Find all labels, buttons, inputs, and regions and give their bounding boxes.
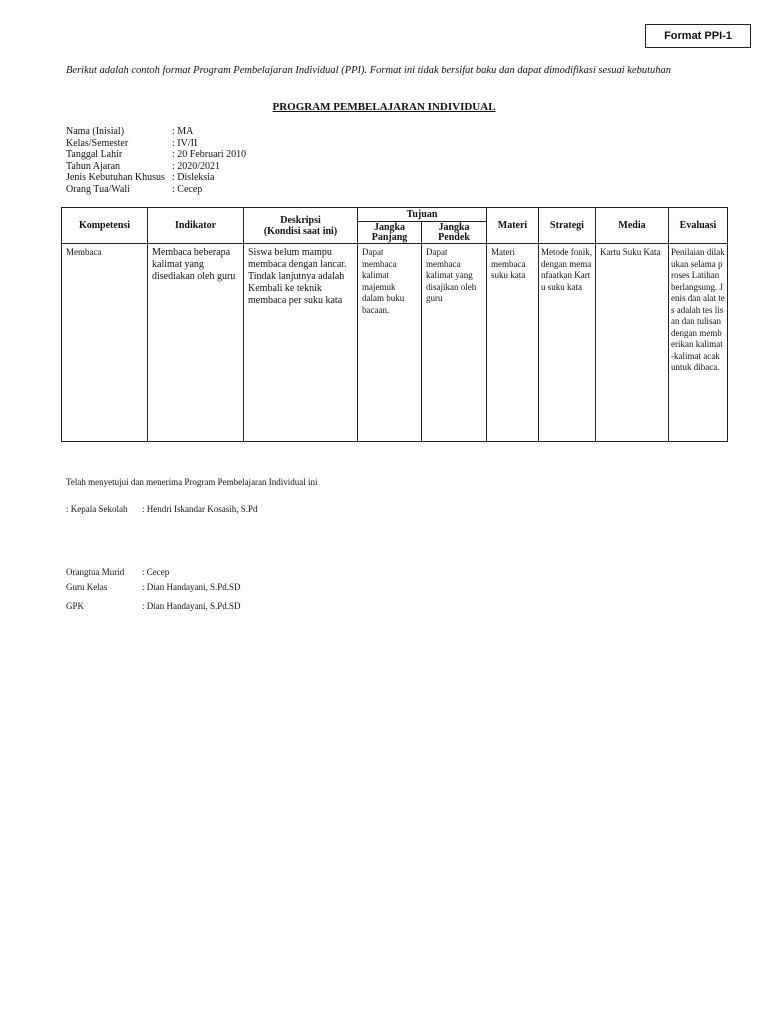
cell-media: Kartu Suku Kata [596, 244, 669, 442]
header-indikator: Indikator [148, 208, 244, 244]
header-materi: Materi [487, 208, 539, 244]
signatory-label: : Kepala Sekolah [66, 504, 128, 514]
ppi-table [61, 207, 728, 442]
cell-jangka-panjang: Dapat membaca kalimat majemuk dalam buku bacaan. [358, 244, 422, 442]
header-kompetensi: Kompetensi [62, 208, 148, 244]
signatory-value: : Dian Handayani, S.Pd.SD [142, 582, 241, 592]
identity-label: Tanggal Lahir [66, 149, 123, 160]
header-deskripsi-subtitle: (Kondisi saat ini) [263, 225, 338, 237]
document-title: PROGRAM PEMBELAJARAN INDIVIDUAL [272, 101, 496, 113]
header-jangka-pendek: Jangka Pendek [422, 222, 487, 244]
signatory-label: Guru Kelas [66, 582, 108, 592]
approval-statement: Telah menyetujui dan menerima Program Pembelajaran Individual ini [66, 477, 318, 487]
signatory-value: : Dian Handayani, S.Pd.SD [142, 601, 241, 611]
signatory-gpk [66, 601, 241, 611]
identity-value: : Disleksia [172, 172, 215, 183]
identity-label: Jenis Kebutuhan Khusus [66, 172, 165, 183]
header-tujuan: Tujuan [358, 208, 487, 222]
identity-value: : MA [172, 126, 194, 137]
table-row [62, 244, 728, 442]
header-strategi: Strategi [539, 208, 596, 244]
identity-row-birthdate [66, 149, 246, 161]
cell-deskripsi: Siswa belum mampu membaca dengan lancar. Tindak lanjutnya adalah Kembali ke teknik membaca per suku kata [244, 244, 358, 442]
intro-text: Berikut adalah contoh format Program Pembelajaran Individual (PPI). Format ini tidak bersifat baku dan dapat dimodifikasi sesuai kebutuhan [66, 65, 672, 76]
identity-label: Tahun Ajaran [66, 160, 121, 172]
signatory-orangtua [66, 567, 169, 577]
signatory-label: Orangtua Murid [66, 567, 125, 577]
identity-row-class [66, 138, 246, 150]
identity-row-special-needs [66, 172, 246, 184]
student-identity [66, 126, 246, 195]
identity-value: : 2020/2021 [172, 160, 221, 172]
identity-row-name [66, 126, 246, 138]
header-deskripsi-title: Deskripsi [280, 214, 321, 226]
signatory-guru-kelas [66, 582, 241, 592]
identity-label: Nama (Inisial) [66, 126, 125, 137]
header-evaluasi: Evaluasi [669, 208, 728, 244]
cell-materi: Materi membaca suku kata [487, 244, 539, 442]
identity-label: Kelas/Semester [66, 137, 129, 149]
identity-value: : IV/II [172, 137, 198, 149]
identity-row-school-year [66, 161, 246, 173]
cell-indikator: Membaca beberapa kalimat yang disediakan oleh guru [148, 244, 244, 442]
identity-value: : Cecep [172, 183, 203, 195]
identity-row-guardian [66, 184, 246, 196]
signatory-kepala-sekolah [66, 504, 258, 514]
header-jangka-panjang: Jangka Panjang [358, 222, 422, 244]
format-label: Format PPI-1 [645, 24, 751, 48]
header-media: Media [596, 208, 669, 244]
cell-strategi: Metode fonik, dengan memanfaatkan Kartu suku kata [539, 244, 596, 442]
signatory-value: : Hendri Iskandar Kosasih, S.Pd [142, 504, 258, 514]
cell-kompetensi: Membaca [62, 244, 148, 442]
cell-jangka-pendek: Dapat membaca kalimat yang disajikan oleh guru [422, 244, 487, 442]
header-deskripsi [244, 208, 358, 244]
identity-label: Orang Tua/Wali [66, 183, 130, 195]
cell-evaluasi: Penilaian dilakukan selama proses Latihan berlangsung. Jenis dan alat tes adalah tes lisan dan tulisan dengan memberikan kalimat-kalimat acak untuk dibaca. [669, 244, 728, 442]
identity-value: : 20 Februari 2010 [172, 149, 247, 160]
signatory-value: : Cecep [142, 567, 170, 577]
signatory-label: GPK [66, 601, 85, 611]
